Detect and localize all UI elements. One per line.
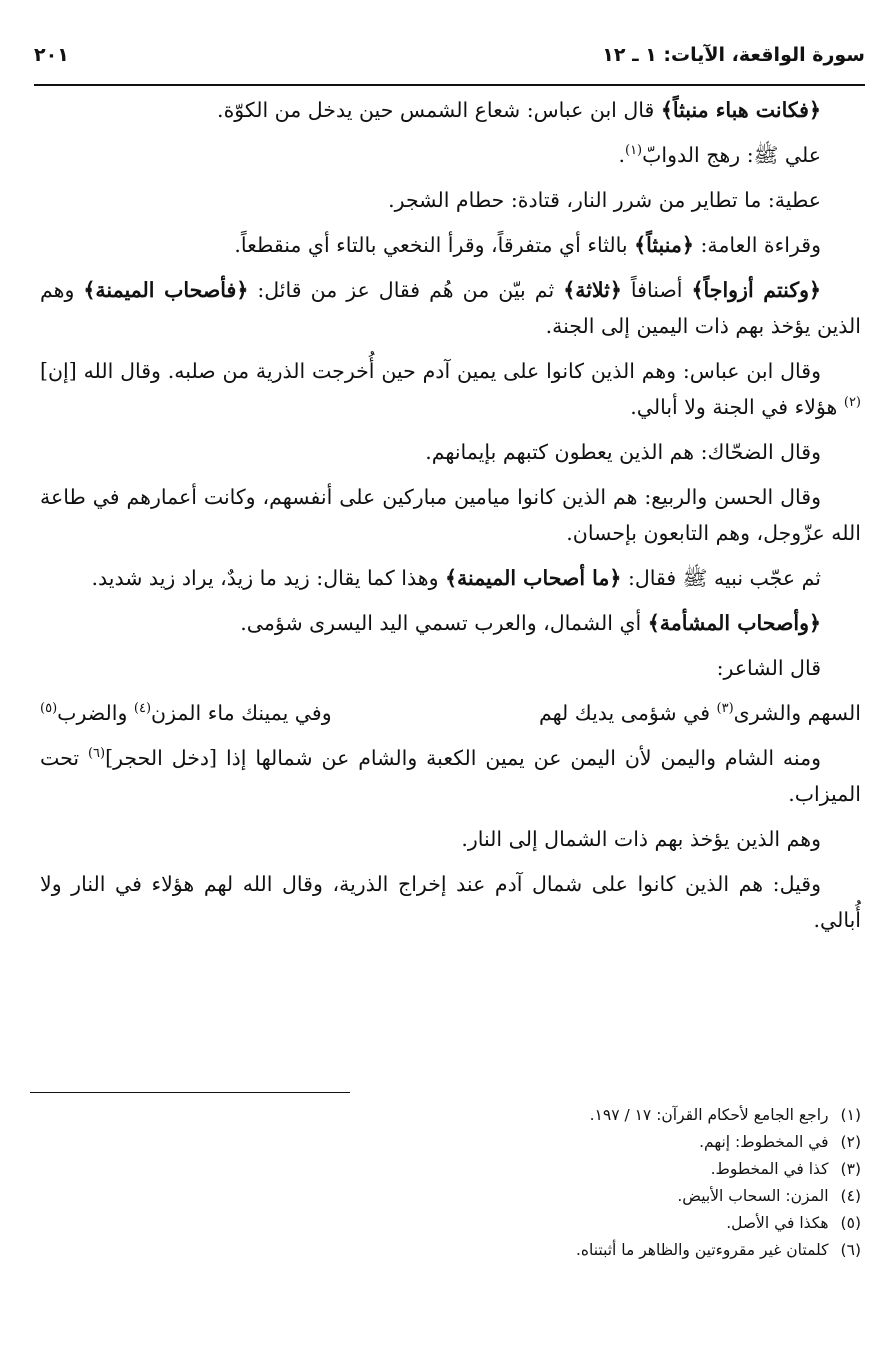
page-number: ٢٠١ bbox=[34, 44, 69, 66]
footnote-text: راجع الجامع لأحكام القرآن: ١٧ / ١٩٧. bbox=[589, 1106, 829, 1124]
footnote-number: (٢) bbox=[840, 1133, 861, 1151]
paragraph-text: وقال ابن عباس: وهم الذين كانوا على يمين آدم حين أُخرجت الذرية من صلبه. وقال الله [إن] bbox=[40, 359, 821, 383]
surah-title: سورة الواقعة، الآيات: ١ ـ ١٢ bbox=[602, 44, 865, 66]
running-header bbox=[34, 38, 865, 72]
paragraph-text: . bbox=[618, 143, 625, 167]
footnote-number: (٣) bbox=[840, 1160, 861, 1178]
footnote-text: هكذا في الأصل. bbox=[726, 1214, 829, 1232]
footnote-ref: (٤) bbox=[133, 701, 152, 717]
paragraph-text: عطية: ما تطاير من شرر النار، قتادة: حطام الشجر. bbox=[388, 188, 821, 212]
quran-quote: ﴿منبثاً﴾ bbox=[634, 233, 694, 257]
paragraph-text: وهم الذين يؤخذ بهم ذات الشمال إلى النار. bbox=[461, 827, 821, 851]
footnote-text: كذا في المخطوط. bbox=[710, 1160, 829, 1178]
footnote-number: (٥) bbox=[840, 1214, 861, 1232]
paragraph-9 bbox=[40, 560, 861, 596]
footnote bbox=[40, 1102, 861, 1129]
footnote-ref: (٢) bbox=[843, 395, 861, 411]
paragraph-4 bbox=[40, 227, 861, 263]
footnote-text: في المخطوط: إنهم. bbox=[699, 1133, 829, 1151]
footnote-number: (١) bbox=[840, 1106, 861, 1124]
paragraph-6 bbox=[40, 353, 861, 425]
poetry-verse bbox=[40, 695, 861, 731]
quran-quote: ﴿وأصحاب المشأمة﴾ bbox=[647, 611, 821, 635]
paragraph-text: ثم عجّب نبيه ﷺ فقال: bbox=[621, 566, 821, 590]
paragraph-text: ثم بيّن من هُم فقال عز من قائل: bbox=[248, 278, 564, 302]
main-text bbox=[40, 92, 861, 947]
paragraph-8 bbox=[40, 479, 861, 551]
verse-text: في شؤمى يديك لهم bbox=[538, 701, 717, 725]
footnote bbox=[40, 1129, 861, 1156]
paragraph-text: وقراءة العامة: bbox=[693, 233, 821, 257]
footnote-rule bbox=[30, 1092, 350, 1093]
verse-hemistich-2 bbox=[40, 695, 332, 731]
footnote bbox=[40, 1210, 861, 1237]
footnote-text: المزن: السحاب الأبيض. bbox=[677, 1187, 829, 1205]
footnote-number: (٦) bbox=[840, 1241, 861, 1259]
paragraph-text: أي الشمال، والعرب تسمي اليد اليسرى شؤمى. bbox=[240, 611, 648, 635]
footnote bbox=[40, 1237, 861, 1264]
verse-text: والضرب bbox=[57, 701, 134, 725]
paragraph-7 bbox=[40, 434, 861, 470]
verse-text: السهم والشرى bbox=[733, 701, 861, 725]
paragraph-text: هؤلاء في الجنة ولا أبالي. bbox=[630, 395, 844, 419]
paragraph-text: وقيل: هم الذين كانوا على شمال آدم عند إخراج الذرية، وقال الله لهم هؤلاء في النار ولا أُبالي. bbox=[40, 872, 861, 932]
paragraph-text: أصنافاً bbox=[621, 278, 692, 302]
paragraph-text: قال الشاعر: bbox=[716, 656, 821, 680]
paragraph-11 bbox=[40, 650, 861, 686]
paragraph-text: علي ﷺ: رهج الدوابّ bbox=[642, 143, 821, 167]
paragraph-text: وقال الضحّاك: هم الذين يعطون كتبهم بإيمانهم. bbox=[425, 440, 821, 464]
footnote-ref: (٦) bbox=[87, 746, 106, 762]
paragraph-1 bbox=[40, 92, 861, 128]
paragraph-text: وهم الذين يؤخذ بهم ذات اليمين إلى الجنة. bbox=[40, 278, 861, 338]
verse-hemistich-1 bbox=[539, 695, 861, 731]
paragraph-5 bbox=[40, 272, 861, 344]
footnote bbox=[40, 1183, 861, 1210]
quran-quote: ﴿ما أصحاب الميمنة﴾ bbox=[445, 566, 622, 590]
paragraph-10 bbox=[40, 605, 861, 641]
footnote-ref: (٥) bbox=[40, 701, 58, 717]
footnote bbox=[40, 1156, 861, 1183]
footnotes bbox=[40, 1102, 861, 1264]
header-rule bbox=[34, 84, 865, 86]
paragraph-2 bbox=[40, 137, 861, 173]
footnote-ref: (١) bbox=[624, 143, 643, 159]
footnote-number: (٤) bbox=[840, 1187, 861, 1205]
footnote-text: كلمتان غير مقروءتين والظاهر ما أثبتناه. bbox=[575, 1241, 829, 1259]
paragraph-12 bbox=[40, 740, 861, 812]
quran-quote: ﴿فكانت هباء منبثاً﴾ bbox=[660, 98, 821, 122]
paragraph-text: بالثاء أي متفرقاً، وقرأ النخعي بالتاء أي منقطعاً. bbox=[234, 233, 635, 257]
paragraph-text: تحت الميزاب. bbox=[40, 746, 861, 806]
paragraph-text: قال ابن عباس: شعاع الشمس حين يدخل من الكوّة. bbox=[217, 98, 661, 122]
paragraph-13 bbox=[40, 821, 861, 857]
paragraph-3 bbox=[40, 182, 861, 218]
footnote-ref: (٣) bbox=[716, 701, 734, 717]
quran-quote: ﴿وكنتم أزواجاً﴾ bbox=[691, 278, 821, 302]
quran-quote: ﴿فأصحاب الميمنة﴾ bbox=[83, 278, 249, 302]
paragraph-text: وهذا كما يقال: زيد ما زيدٌ، يراد زيد شديد. bbox=[91, 566, 445, 590]
paragraph-14 bbox=[40, 866, 861, 938]
verse-text: وفي يمينك ماء المزن bbox=[151, 701, 332, 725]
quran-quote: ﴿ثلاثة﴾ bbox=[563, 278, 622, 302]
paragraph-text: وقال الحسن والربيع: هم الذين كانوا ميامين مباركين على أنفسهم، وكانت أعمارهم في طاعة الله عزّوجل، وهم التابعون بإحسان. bbox=[40, 485, 861, 545]
paragraph-text: ومنه الشام واليمن لأن اليمن عن يمين الكعبة والشام عن شمالها إذا [دخل الحجر] bbox=[105, 746, 821, 770]
